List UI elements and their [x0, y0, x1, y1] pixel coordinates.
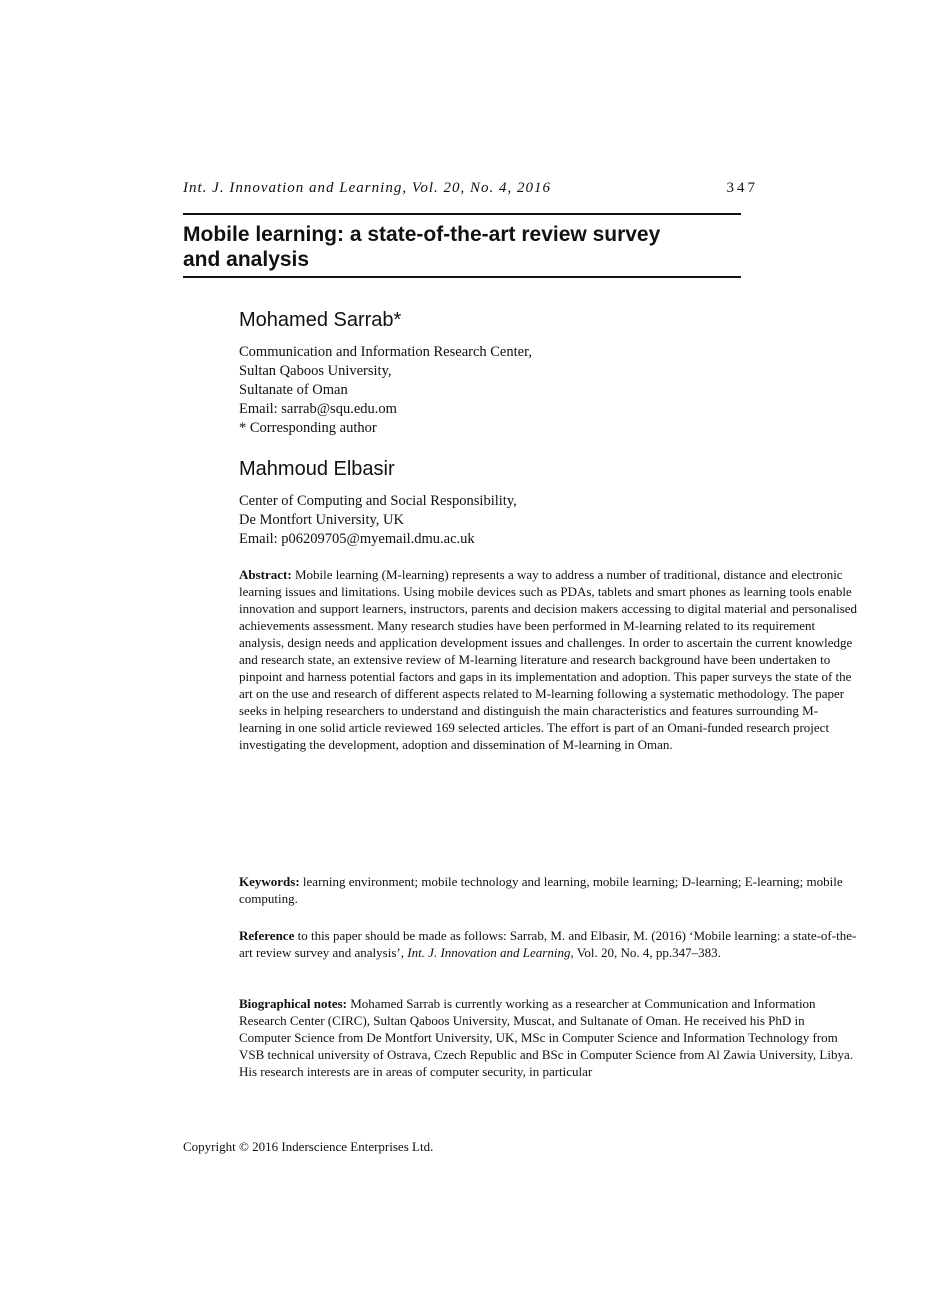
author-affiliation [239, 492, 517, 549]
page-number: 347 [726, 180, 758, 196]
abstract-label: Abstract: [239, 567, 292, 582]
reference-volume: , Vol. 20, No. 4, pp.347–383. [570, 945, 721, 960]
bio-label: Biographical notes: [239, 996, 347, 1011]
reference-label: Reference [239, 928, 295, 943]
reference [239, 927, 859, 961]
bio-text: Mohamed Sarrab is currently working as a researcher at Communication and Information Research Center (CIRC), Sultan Qaboos University, Muscat, and Sultanate of Oman. He received his PhD in Computer Science from De Montfort University, UK, MSc in Computer Science and Information Technology from VSB technical university of Ostrava, Czech Republic and BSc in Computer Science from Al Zawia University, Libya. His research interests are in areas of computer security, in particular [239, 996, 853, 1079]
affiliation-line: Center of Computing and Social Responsibility, [239, 493, 517, 509]
affiliation-line: De Montfort University, UK [239, 512, 404, 528]
journal-citation: Int. J. Innovation and Learning, Vol. 20, No. 4, 2016 [183, 180, 551, 196]
title-top-rule [183, 213, 741, 215]
author-email: Email: p06209705@myemail.dmu.ac.uk [239, 531, 475, 547]
reference-text: to this paper should be made as follows: Sarrab, M. and Elbasir, M. (2016) ‘Mobile learning: a state-of-the-art review survey and analysis’, [239, 928, 857, 960]
copyright-notice: Copyright © 2016 Inderscience Enterprises Ltd. [183, 1139, 434, 1154]
keywords-label: Keywords: [239, 874, 300, 889]
author-name: Mohamed Sarrab* [239, 309, 402, 331]
corresponding-author-note: * Corresponding author [239, 420, 377, 436]
author-affiliation [239, 343, 532, 438]
title-bottom-rule [183, 276, 741, 278]
affiliation-line: Sultanate of Oman [239, 382, 348, 398]
reference-journal: Int. J. Innovation and Learning [407, 945, 571, 960]
journal-header [183, 180, 758, 197]
abstract-text: Mobile learning (M-learning) represents a way to address a number of traditional, distance and electronic learning issues and limitations. Using mobile devices such as PDAs, tablets and smart phones as learning tools enable innovation and support learners, instructors, parents and decision makers accessing to digital material and personalised achievements assessment. Many research studies have been performed in M-learning related to its requirement analysis, design needs and application development issues and challenges. In order to ascertain the current knowledge and research state, an extensive review of M-learning literature and research background have been undertaken to pinpoint and harness potential factors and gaps in its implementation and adoption. This paper surveys the state of the art on the use and research of different aspects related to M-learning following a systematic methodology. The paper seeks in helping researchers to understand and distinguish the main characteristics and features surrounding M-learning in one solid article reviewed 169 selected articles. The effort is part of an Omani-funded research project investigating the development, adoption and dissemination of M-learning in Oman. [239, 567, 858, 752]
keywords-text: learning environment; mobile technology and learning, mobile learning; D-learning; E-learning; mobile computing. [239, 874, 843, 906]
abstract [239, 566, 859, 753]
author-name: Mahmoud Elbasir [239, 458, 395, 480]
biographical-notes [239, 995, 859, 1080]
article-title-line2: and analysis [183, 248, 310, 271]
affiliation-line: Communication and Information Research Center, [239, 344, 532, 360]
article-title [183, 222, 743, 272]
author-email: Email: sarrab@squ.edu.om [239, 401, 397, 417]
keywords [239, 873, 859, 907]
article-title-line1: Mobile learning: a state-of-the-art review survey [183, 223, 661, 246]
affiliation-line: Sultan Qaboos University, [239, 363, 392, 379]
